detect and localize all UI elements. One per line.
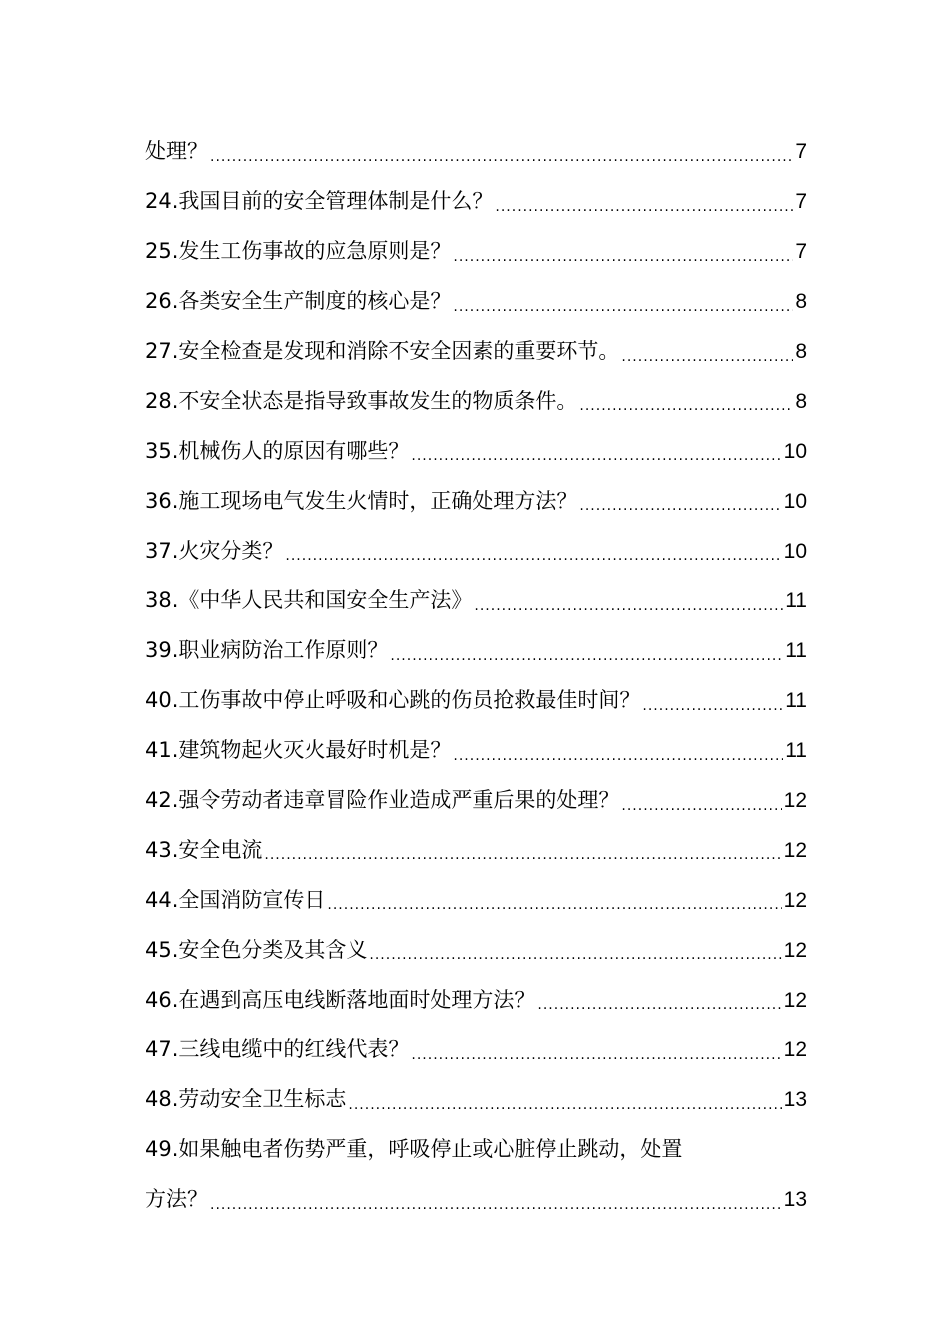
- toc-entry-title: 方法？: [145, 1187, 208, 1212]
- toc-entry[interactable]: [145, 975, 807, 1025]
- toc-entry[interactable]: [145, 526, 807, 576]
- toc-entry-title: 27.安全检查是发现和消除不安全因素的重要环节。: [145, 339, 620, 363]
- toc-entry-wrapped-line2[interactable]: [145, 1175, 807, 1225]
- toc-dot-leader: [210, 1198, 782, 1212]
- toc-entry-title: 48.劳动安全卫生标志: [145, 1087, 347, 1112]
- toc-page-number: 12: [783, 988, 807, 1012]
- toc-entry[interactable]: [145, 476, 807, 526]
- toc-entry[interactable]: [145, 426, 807, 476]
- toc-entry-title: 46.在遇到高压电线断落地面时处理方法？: [145, 987, 536, 1012]
- toc-page-number: 11: [785, 639, 807, 663]
- toc-page-number: 12: [783, 789, 807, 813]
- toc-page-number: 8: [795, 340, 807, 363]
- toc-page-number: 10: [783, 439, 807, 463]
- toc-page-number: 7: [795, 140, 807, 164]
- toc-page-number: 10: [783, 489, 807, 513]
- toc-entry[interactable]: [145, 825, 807, 875]
- toc-dot-leader: [327, 898, 781, 912]
- toc-dot-leader: [390, 649, 783, 663]
- toc-dot-leader: [369, 948, 781, 962]
- toc-dot-leader: [285, 549, 781, 563]
- toc-dot-leader: [264, 848, 781, 862]
- toc-entry-title: 47.三线电缆中的红线代表？: [145, 1037, 410, 1062]
- toc-dot-leader: [453, 250, 793, 264]
- toc-entry-title: 26.各类安全生产制度的核心是？: [145, 289, 452, 314]
- toc-page-number: 10: [783, 539, 807, 563]
- toc-entry-title: 36.施工现场电气发生火情时，正确处理方法？: [145, 488, 578, 513]
- toc-dot-leader: [348, 1098, 781, 1112]
- toc-entry-title: 45.安全色分类及其含义: [145, 937, 368, 962]
- toc-page-number: 12: [783, 1038, 807, 1062]
- toc-entry-title: 44.全国消防宣传日: [145, 887, 326, 912]
- toc-dot-leader: [642, 699, 783, 713]
- toc-entry[interactable]: [145, 227, 807, 277]
- toc-entry[interactable]: [145, 676, 807, 726]
- toc-entry[interactable]: [145, 1075, 807, 1125]
- toc-entry-title: 35.机械伤人的原因有哪些？: [145, 438, 410, 463]
- toc-entry[interactable]: [145, 1025, 807, 1075]
- toc-entry[interactable]: [145, 327, 807, 377]
- toc-page-number: 12: [783, 938, 807, 962]
- toc-dot-leader: [495, 200, 793, 214]
- toc-entry-title: 39.职业病防治工作原则？: [145, 638, 389, 663]
- toc-entry-title: 24.我国目前的安全管理体制是什么？: [145, 189, 494, 214]
- toc-entry[interactable]: [145, 925, 807, 975]
- toc-dot-leader: [210, 150, 793, 164]
- toc-page-number: 12: [783, 888, 807, 912]
- toc-entry-title: 25.发生工伤事故的应急原则是？: [145, 239, 452, 264]
- toc-page-number: 11: [785, 689, 807, 713]
- toc-entry[interactable]: [145, 626, 807, 676]
- toc-page-number: 12: [783, 838, 807, 862]
- toc-dot-leader: [474, 599, 783, 613]
- toc-page-number: 7: [795, 190, 807, 214]
- toc-entry-title: 42.强令劳动者违章冒险作业造成严重后果的处理？: [145, 788, 620, 813]
- table-of-contents: [145, 127, 807, 1225]
- toc-page-number: 8: [795, 389, 807, 413]
- toc-page-number: 13: [783, 1188, 807, 1212]
- toc-entry[interactable]: [145, 576, 807, 626]
- toc-entry[interactable]: [145, 875, 807, 925]
- toc-entry-title: 41.建筑物起火灭火最好时机是？: [145, 738, 452, 763]
- toc-entry-title: 处理？: [145, 139, 208, 164]
- toc-entry-title: 37.火灾分类？: [145, 538, 284, 563]
- toc-dot-leader: [579, 499, 781, 513]
- toc-entry-title: 49.如果触电者伤势严重，呼吸停止或心脏停止跳动，处置: [145, 1137, 683, 1162]
- toc-entry[interactable]: [145, 776, 807, 826]
- toc-entry[interactable]: [145, 177, 807, 227]
- toc-dot-leader: [621, 350, 793, 364]
- toc-dot-leader: [537, 998, 781, 1012]
- toc-entry-title: 40.工伤事故中停止呼吸和心跳的伤员抢救最佳时间？: [145, 688, 641, 713]
- toc-entry-title: 43.安全电流: [145, 837, 263, 862]
- toc-entry[interactable]: [145, 376, 807, 426]
- toc-dot-leader: [453, 300, 793, 314]
- toc-dot-leader: [621, 799, 781, 813]
- toc-dot-leader: [579, 399, 793, 413]
- toc-page-number: 11: [785, 589, 807, 613]
- toc-page-number: 13: [783, 1088, 807, 1112]
- toc-entry-wrapped-line1[interactable]: [145, 1125, 807, 1175]
- toc-page-number: 7: [795, 240, 807, 264]
- toc-entry[interactable]: [145, 726, 807, 776]
- toc-dot-leader: [411, 1048, 781, 1062]
- toc-page-number: 8: [795, 290, 807, 314]
- toc-page-number: 11: [785, 739, 807, 763]
- toc-dot-leader: [453, 749, 783, 763]
- toc-dot-leader: [411, 449, 781, 463]
- toc-entry[interactable]: [145, 277, 807, 327]
- toc-entry-title: 28.不安全状态是指导致事故发生的物质条件。: [145, 388, 578, 413]
- toc-entry[interactable]: [145, 127, 807, 177]
- toc-entry-title: 38.《中华人民共和国安全生产法》: [145, 588, 473, 613]
